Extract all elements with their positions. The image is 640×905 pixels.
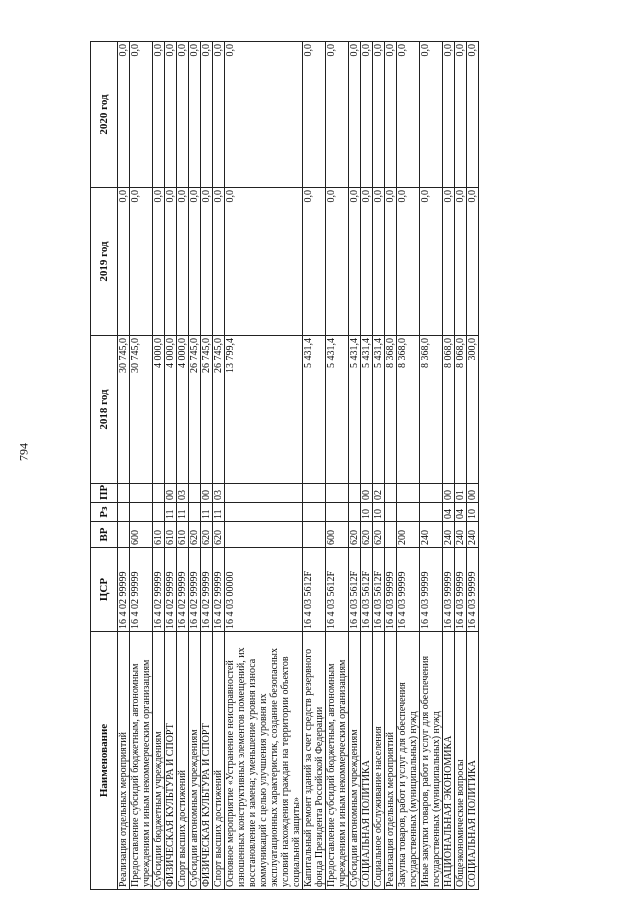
cell-vr: 620 [201,522,213,548]
cell-csr: 16 4 02 99999 [153,548,165,632]
table-row [153,42,165,890]
cell-pr [303,484,326,503]
cell-name: Субсидии автономным учреждениям [349,632,361,890]
cell-pr: 03 [213,484,225,503]
cell-name: Реализация отдельных мероприятий [385,632,397,890]
cell-vr: 610 [153,522,165,548]
cell-2020: 0,0 [420,42,443,188]
cell-name: Социальное обслуживание населения [373,632,385,890]
cell-2019: 0,0 [443,188,455,336]
table-header [91,42,118,890]
cell-2020: 0,0 [385,42,397,188]
cell-rz: 10 [373,503,385,522]
cell-csr: 16 4 03 00000 [225,548,303,632]
table-row [420,42,443,890]
cell-rz [303,503,326,522]
cell-csr: 16 4 03 99999 [385,548,397,632]
cell-rz: 11 [177,503,189,522]
cell-vr: 620 [373,522,385,548]
cell-rz: 10 [361,503,373,522]
cell-2020: 0,0 [397,42,420,188]
budget-table [90,41,479,890]
cell-2020: 0,0 [467,42,479,188]
cell-rz [225,503,303,522]
table-row [201,42,213,890]
cell-name: Реализация отдельных мероприятий [118,632,130,890]
table-body [118,42,479,890]
table-row [385,42,397,890]
cell-csr: 16 4 03 99999 [467,548,479,632]
cell-vr: 600 [130,522,153,548]
cell-2018: 300,0 [467,336,479,484]
table-row [467,42,479,890]
cell-2020: 0,0 [361,42,373,188]
cell-pr [189,484,201,503]
cell-2018: 4 000,0 [177,336,189,484]
cell-2018: 26 745,0 [201,336,213,484]
cell-2018: 5 431,4 [326,336,349,484]
cell-rz: 04 [455,503,467,522]
cell-pr: 00 [201,484,213,503]
cell-pr: 00 [165,484,177,503]
cell-csr: 16 4 03 5612F [326,548,349,632]
cell-csr: 16 4 02 99999 [189,548,201,632]
cell-pr [349,484,361,503]
table-row [118,42,130,890]
cell-vr [225,522,303,548]
cell-2019: 0,0 [467,188,479,336]
cell-2019: 0,0 [420,188,443,336]
cell-rz: 04 [443,503,455,522]
table-row [189,42,201,890]
cell-rz [385,503,397,522]
cell-2018: 5 431,4 [349,336,361,484]
cell-name: Субсидии бюджетным учреждениям [153,632,165,890]
cell-2019: 0,0 [385,188,397,336]
cell-2020: 0,0 [443,42,455,188]
cell-2018: 5 431,4 [361,336,373,484]
cell-rz: 10 [467,503,479,522]
cell-vr: 240 [443,522,455,548]
cell-2019: 0,0 [201,188,213,336]
cell-vr: 240 [420,522,443,548]
cell-pr [225,484,303,503]
cell-name: Иные закупки товаров, работ и услуг для обеспечения государственных (муниципальных) нужд [420,632,443,890]
cell-csr: 16 4 02 99999 [130,548,153,632]
cell-vr [118,522,130,548]
header-2020: 2020 год [91,42,118,188]
cell-vr: 620 [361,522,373,548]
cell-name: Предоставление субсидий бюджетным, автономным учреждениям и иным некоммерческим организациям [326,632,349,890]
cell-2020: 0,0 [177,42,189,188]
cell-2020: 0,0 [165,42,177,188]
table-row [443,42,455,890]
cell-2019: 0,0 [303,188,326,336]
cell-rz [130,503,153,522]
cell-2020: 0,0 [455,42,467,188]
table-row [165,42,177,890]
cell-2020: 0,0 [326,42,349,188]
page-number: 794 [16,443,31,461]
cell-pr [397,484,420,503]
cell-name: ФИЗИЧЕСКАЯ КУЛЬТУРА И СПОРТ [165,632,177,890]
cell-pr [385,484,397,503]
cell-2020: 0,0 [153,42,165,188]
cell-name: Основное мероприятие «Устранение неисправностей изношенных конструктивных элементов помещений, их восстановление и замена; уменьшение уровня износа коммуникаций с целью улучшения уровня их эксплуатационных характеристик, создание безопасных условий нахождения граждан на территории объектов социальной защиты» [225,632,303,890]
header-row [91,42,118,890]
cell-2018: 8 368,0 [385,336,397,484]
cell-csr: 16 4 03 5612F [361,548,373,632]
cell-name: Спорт высших достижений [177,632,189,890]
cell-name: Субсидии автономным учреждениям [189,632,201,890]
cell-2020: 0,0 [225,42,303,188]
cell-2019: 0,0 [189,188,201,336]
cell-name: Предоставление субсидий бюджетным, автономным учреждениям и иным некоммерческим организациям [130,632,153,890]
rotated-table-container [90,42,564,890]
cell-2019: 0,0 [165,188,177,336]
header-2018: 2018 год [91,336,118,484]
cell-2019: 0,0 [130,188,153,336]
cell-2018: 5 431,4 [303,336,326,484]
cell-pr: 00 [443,484,455,503]
cell-rz [326,503,349,522]
table-row [130,42,153,890]
cell-pr [420,484,443,503]
cell-csr: 16 4 03 99999 [420,548,443,632]
cell-2019: 0,0 [153,188,165,336]
cell-pr: 00 [467,484,479,503]
cell-2020: 0,0 [189,42,201,188]
cell-csr: 16 4 02 99999 [118,548,130,632]
cell-2019: 0,0 [361,188,373,336]
cell-rz: 11 [213,503,225,522]
cell-vr: 600 [326,522,349,548]
cell-name: ФИЗИЧЕСКАЯ КУЛЬТУРА И СПОРТ [201,632,213,890]
cell-vr: 620 [349,522,361,548]
cell-2018: 8 068,0 [443,336,455,484]
cell-2018: 26 745,0 [213,336,225,484]
cell-name: Капитальный ремонт зданий за счет средств резервного фонда Президента Российской Федерации [303,632,326,890]
cell-csr: 16 4 03 5612F [349,548,361,632]
cell-2019: 0,0 [349,188,361,336]
cell-csr: 16 4 02 99999 [201,548,213,632]
cell-2018: 5 431,4 [373,336,385,484]
cell-csr: 16 4 03 99999 [443,548,455,632]
table-row [455,42,467,890]
cell-name: СОЦИАЛЬНАЯ ПОЛИТИКА [467,632,479,890]
cell-2020: 0,0 [213,42,225,188]
cell-csr: 16 4 02 99999 [177,548,189,632]
cell-vr: 240 [455,522,467,548]
cell-2020: 0,0 [349,42,361,188]
table-row [361,42,373,890]
cell-2020: 0,0 [201,42,213,188]
table-row [326,42,349,890]
cell-2018: 8 068,0 [455,336,467,484]
cell-csr: 16 4 02 99999 [165,548,177,632]
cell-rz [118,503,130,522]
cell-2019: 0,0 [177,188,189,336]
cell-name: Общеэкономические вопросы [455,632,467,890]
cell-csr: 16 4 03 5612F [303,548,326,632]
table-row [373,42,385,890]
cell-2019: 0,0 [373,188,385,336]
table-row [213,42,225,890]
cell-name: Спорт высших достижений [213,632,225,890]
cell-pr [118,484,130,503]
header-rz: Рз [91,503,118,522]
cell-rz: 11 [165,503,177,522]
cell-2018: 26 745,0 [189,336,201,484]
cell-vr: 610 [165,522,177,548]
cell-rz [397,503,420,522]
table-row [397,42,420,890]
cell-csr: 16 4 03 99999 [455,548,467,632]
cell-pr [130,484,153,503]
cell-name: СОЦИАЛЬНАЯ ПОЛИТИКА [361,632,373,890]
cell-2020: 0,0 [373,42,385,188]
cell-csr: 16 4 03 99999 [397,548,420,632]
table-row [349,42,361,890]
cell-2019: 0,0 [118,188,130,336]
table-row [225,42,303,890]
cell-rz [153,503,165,522]
cell-vr: 620 [213,522,225,548]
cell-pr: 02 [373,484,385,503]
cell-2018: 8 368,0 [420,336,443,484]
cell-2018: 30 745,0 [118,336,130,484]
cell-2018: 4 000,0 [153,336,165,484]
cell-name: Закупка товаров, работ и услуг для обеспечения государственных (муниципальных) нужд [397,632,420,890]
header-2019: 2019 год [91,188,118,336]
cell-vr [303,522,326,548]
cell-rz: 11 [201,503,213,522]
cell-2019: 0,0 [326,188,349,336]
cell-2018: 13 799,4 [225,336,303,484]
cell-vr: 240 [467,522,479,548]
cell-2020: 0,0 [303,42,326,188]
cell-pr: 03 [177,484,189,503]
cell-pr [153,484,165,503]
cell-pr: 01 [455,484,467,503]
header-csr: ЦСР [91,548,118,632]
header-pr: ПР [91,484,118,503]
cell-2020: 0,0 [118,42,130,188]
cell-2020: 0,0 [130,42,153,188]
table-row [177,42,189,890]
cell-2019: 0,0 [455,188,467,336]
cell-2018: 8 368,0 [397,336,420,484]
table-row [303,42,326,890]
cell-csr: 16 4 03 5612F [373,548,385,632]
cell-pr: 00 [361,484,373,503]
cell-rz [349,503,361,522]
cell-2019: 0,0 [213,188,225,336]
cell-vr [385,522,397,548]
cell-2019: 0,0 [225,188,303,336]
header-vr: ВР [91,522,118,548]
cell-name: НАЦИОНАЛЬНАЯ ЭКОНОМИКА [443,632,455,890]
cell-vr: 610 [177,522,189,548]
cell-rz [420,503,443,522]
cell-pr [326,484,349,503]
cell-vr: 200 [397,522,420,548]
header-name: Наименование [91,632,118,890]
cell-2018: 4 000,0 [165,336,177,484]
cell-rz [189,503,201,522]
cell-csr: 16 4 02 99999 [213,548,225,632]
cell-2018: 30 745,0 [130,336,153,484]
cell-vr: 620 [189,522,201,548]
cell-2019: 0,0 [397,188,420,336]
